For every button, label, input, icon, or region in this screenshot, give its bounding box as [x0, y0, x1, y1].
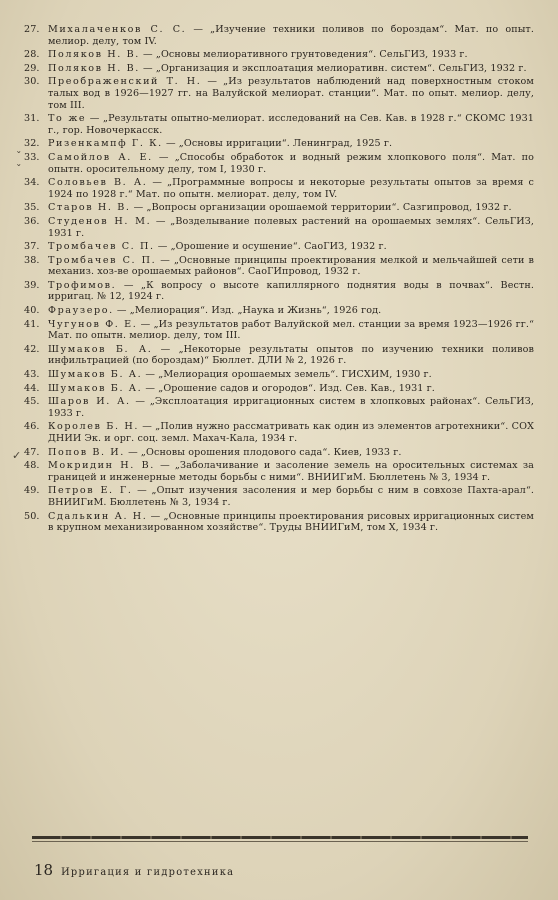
reference-entry	[24, 396, 534, 419]
reference-entry	[24, 24, 534, 47]
reference-number: 37.	[24, 241, 40, 253]
reference-number: 42.	[24, 343, 40, 355]
reference-text: — „Вопросы организации орошаемой территории“. Сазгипровод, 1932 г.	[130, 202, 512, 214]
reference-author: Михалаченков С. С.	[48, 24, 187, 35]
footer-divider-rule	[32, 836, 528, 839]
reference-number: 48.	[24, 460, 40, 472]
reference-text: — „Возделывание полевых растений на орошаемых землях“. СельГИЗ, 1931 г.	[48, 215, 534, 239]
reference-text: — „Основные принципы проектирования мелкой и мельчайшей сети в механиз. хоз-ве орошаемых районов“. СаоГИпровод, 1932 г.	[48, 254, 534, 278]
reference-entry	[24, 49, 534, 61]
reference-number: 46.	[24, 421, 40, 433]
reference-number: 27.	[24, 24, 40, 35]
reference-entry	[24, 241, 534, 253]
reference-number: 43.	[24, 369, 40, 381]
reference-entry	[24, 369, 534, 381]
reference-text: — „Результаты опытно-мелиорат. исследований на Сев. Кав. в 1928 г.“ СКОМС 1931 г., гор. Новочеркасск.	[48, 113, 534, 136]
reference-author: Шумаков Б. А.	[48, 382, 143, 394]
reference-author: Тромбачев С. П.	[48, 254, 157, 266]
reference-number: 38.	[24, 254, 40, 266]
reference-text: — „Основы мелиоративного грунтоведения“. СельГИЗ, 1933 г.	[139, 49, 468, 61]
reference-text: — „Изучение техники поливов по бороздам“. Мат. по опыт. мелиор. делу, том IV.	[48, 24, 534, 47]
reference-entry	[24, 216, 534, 239]
reference-entry	[24, 113, 534, 136]
reference-entry	[24, 255, 534, 278]
reference-text: — „Программные вопросы и некоторые результаты опытов за время с 1924 по 1928 г.“ Мат. по опытн. мелиорат. делу, том IV.	[48, 177, 534, 200]
reference-text: — „Организация и эксплоатация мелиоративн. систем“. СельГИЗ, 1932 г.	[139, 62, 527, 74]
reference-author: Попов В. И.	[48, 446, 125, 458]
reference-number: 30.	[24, 76, 40, 88]
reference-author: Поляков Н. В.	[48, 49, 140, 61]
reference-entry	[24, 280, 534, 303]
reference-author: Преображенский Т. Н.	[48, 76, 202, 88]
reference-number: 40.	[24, 305, 40, 317]
reference-author: Фраузеро.	[48, 305, 114, 317]
reference-author: Чугунов Ф. Е.	[48, 318, 138, 330]
reference-text: — „Полив нужно рассматривать как один из элементов агротехники“. СОХ ДНИИ Эк. и орг. соц. земл. Махач-Кала, 1934 г.	[48, 421, 534, 444]
reference-number: 35.	[24, 202, 40, 214]
reference-text: — „Способы обработок и водный режим хлопкового поля“. Мат. по опытн. оросительному делу, том I, 1930 г.	[48, 151, 535, 175]
reference-entry	[24, 383, 534, 395]
reference-author: Шумаков Б. А.	[48, 343, 153, 355]
reference-author: Трофимов.	[48, 279, 117, 291]
reference-text: — „Основы орошения плодового сада“. Киев, 1933 г.	[124, 446, 402, 458]
reference-number: 32.	[24, 138, 40, 150]
reference-text: — „Орошение и осушение“. СаоГИЗ, 1932 г.	[154, 241, 387, 253]
reference-number: 45.	[24, 396, 40, 408]
reference-entry	[24, 447, 534, 459]
reference-author: Сдалькин А. Н.	[48, 510, 148, 522]
reference-number: 47.	[24, 446, 40, 458]
reference-author: Шумаков Б. А.	[48, 369, 143, 381]
reference-author: Мокридин Н. В.	[48, 460, 155, 472]
reference-entry	[24, 138, 534, 150]
reference-text: — „Основы ирригации“. Ленинград, 1925 г.	[162, 138, 393, 150]
page-footer	[34, 861, 524, 879]
footer-divider-rule-thin	[32, 841, 528, 842]
reference-text: — „Орошение садов и огородов“. Изд. Сев. Кав., 1931 г.	[142, 382, 435, 394]
reference-author: Старов Н. В.	[48, 202, 131, 214]
reference-author: Петров Е. Г.	[48, 485, 133, 497]
reference-number: 39.	[24, 279, 40, 291]
reference-number: 50.	[24, 510, 40, 522]
reference-entry	[24, 319, 534, 342]
reference-author: Шаров И. А.	[48, 396, 131, 408]
margin-tick-mark: ˇ	[16, 163, 22, 176]
reference-text: — „К вопросу о высоте капиллярного поднятия воды в почвах“. Вестн. ирригац. № 12, 1924 г.	[48, 279, 534, 303]
reference-entry	[24, 344, 534, 367]
page-number: 18	[34, 861, 54, 879]
reference-author: Ризенкампф Г. К.	[48, 138, 163, 150]
reference-text: — „Из результатов работ Валуйской мел. станции за время 1923—1926 гг.“ Мат. по опытн. мелиор. делу, том III.	[48, 318, 534, 342]
reference-number: 34.	[24, 177, 40, 189]
reference-text: — „Эксплоатация ирригационных систем в хлопковых районах“. СельГИЗ, 1933 г.	[48, 396, 534, 419]
reference-entry	[24, 305, 534, 317]
reference-number: 41.	[24, 318, 40, 330]
reference-entry	[24, 152, 534, 175]
reference-entry	[24, 202, 534, 214]
reference-text: — „Мелиорация“. Изд. „Наука и Жизнь“, 1926 год.	[113, 305, 382, 317]
reference-number: 44.	[24, 382, 40, 394]
reference-entry	[24, 511, 534, 534]
running-title: Ирригация и гидротехника	[61, 867, 235, 878]
reference-author: Поляков Н. В.	[48, 62, 140, 74]
reference-number: 33.	[24, 151, 40, 163]
reference-number: 49.	[24, 485, 40, 497]
reference-number: 28.	[24, 49, 40, 61]
reference-entry	[24, 485, 534, 508]
reference-author: Соловьев В. А.	[48, 177, 148, 189]
reference-number: 31.	[24, 113, 40, 125]
reference-text: — „Из результатов наблюдений над поверхностным стоком талых вод в 1926—1927 гг. на Валуйской мелиорат. станции“. Мат. по опыт. мелиор. делу, том III.	[48, 76, 534, 111]
reference-text: — „Некоторые результаты опытов по изучению техники поливов инфильтрацией (по бороздам)“ Бюллет. ДЛИ № 2, 1926 г.	[48, 343, 535, 367]
reference-text: — „Основные принципы проектирования рисовых ирригационных систем в крупном механизированном хозяйстве“. Труды ВНИИГиМ, том X, 1934 г.	[48, 510, 534, 534]
reference-entry	[24, 177, 534, 200]
reference-entry	[24, 460, 534, 483]
reference-number: 36.	[24, 215, 40, 227]
reference-author: Тромбачев С. П.	[48, 241, 155, 253]
reference-author: То же	[48, 113, 87, 125]
margin-tick-mark: ˇ	[16, 150, 22, 163]
reference-author: Самойлов А. Е.	[48, 151, 153, 163]
reference-list	[24, 24, 534, 536]
reference-number: 29.	[24, 62, 40, 74]
reference-entry	[24, 63, 534, 75]
margin-check-mark: ✓	[12, 449, 22, 462]
reference-text: — „Опыт изучения засоления и мер борьбы с ним в совхозе Пахта-арал“. ВНИИГиМ. Бюллетень № 3, 1934 г.	[48, 485, 534, 508]
reference-text: — „Заболачивание и засоление земель на оросительных системах за границей и инженерные методы борьбы с ними“. ВНИИГиМ. Бюллетень № 3, 1934 г.	[48, 460, 534, 483]
reference-entry	[24, 421, 534, 444]
reference-author: Студенов Н. М.	[48, 215, 152, 227]
reference-text: — „Мелиорация орошаемых земель“. ГИСХИМ, 1930 г.	[142, 369, 432, 381]
reference-entry	[24, 76, 534, 111]
reference-author: Королев Б. Н.	[48, 421, 140, 433]
